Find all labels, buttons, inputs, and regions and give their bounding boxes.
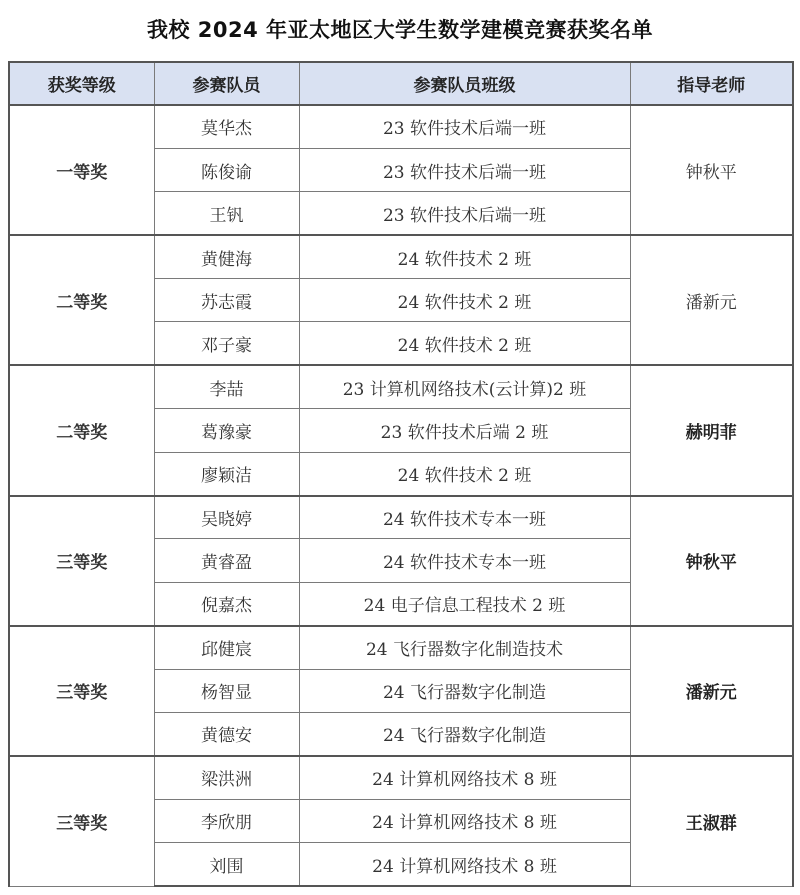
member-class-cell: 23 软件技术后端一班 <box>299 148 630 191</box>
award-level-cell: 三等奖 <box>9 756 154 886</box>
member-name-cell: 王钒 <box>154 192 299 235</box>
member-class-cell: 24 电子信息工程技术 2 班 <box>299 582 630 625</box>
award-level-cell: 二等奖 <box>9 365 154 495</box>
member-name-cell: 吴晓婷 <box>154 496 299 539</box>
teacher-cell: 潘新元 <box>630 235 793 365</box>
member-class-cell: 24 飞行器数字化制造 <box>299 712 630 755</box>
teacher-cell: 王淑群 <box>630 756 793 886</box>
header-class: 参赛队员班级 <box>299 62 630 105</box>
award-level-cell: 二等奖 <box>9 235 154 365</box>
header-level: 获奖等级 <box>9 62 154 105</box>
award-level-cell: 三等奖 <box>9 496 154 626</box>
header-row <box>9 62 793 105</box>
member-name-cell: 莫华杰 <box>154 105 299 148</box>
member-name-cell: 邱健宸 <box>154 626 299 669</box>
member-class-cell: 23 计算机网络技术(云计算)2 班 <box>299 365 630 408</box>
member-name-cell: 李喆 <box>154 365 299 408</box>
table-header <box>9 62 793 105</box>
table-row <box>9 105 793 148</box>
member-class-cell: 24 软件技术 2 班 <box>299 279 630 322</box>
teacher-cell: 钟秋平 <box>630 496 793 626</box>
award-level-cell: 一等奖 <box>9 105 154 235</box>
member-name-cell: 葛豫豪 <box>154 409 299 452</box>
member-name-cell: 梁洪洲 <box>154 756 299 799</box>
member-name-cell: 刘围 <box>154 843 299 886</box>
member-class-cell: 24 软件技术专本一班 <box>299 496 630 539</box>
award-level-cell: 三等奖 <box>9 626 154 756</box>
member-class-cell: 23 软件技术后端一班 <box>299 192 630 235</box>
table-body <box>9 105 793 886</box>
member-class-cell: 24 计算机网络技术 8 班 <box>299 799 630 842</box>
award-table <box>8 61 794 887</box>
member-class-cell: 23 软件技术后端 2 班 <box>299 409 630 452</box>
member-name-cell: 邓子豪 <box>154 322 299 365</box>
member-name-cell: 黄健海 <box>154 235 299 278</box>
page-title: 我校 2024 年亚太地区大学生数学建模竞赛获奖名单 <box>146 18 654 42</box>
member-class-cell: 24 软件技术 2 班 <box>299 322 630 365</box>
table-row <box>9 756 793 799</box>
member-name-cell: 廖颖洁 <box>154 452 299 495</box>
member-class-cell: 24 飞行器数字化制造 <box>299 669 630 712</box>
member-name-cell: 黄睿盈 <box>154 539 299 582</box>
member-class-cell: 24 软件技术专本一班 <box>299 539 630 582</box>
member-name-cell: 黄德安 <box>154 712 299 755</box>
teacher-cell: 赫明菲 <box>630 365 793 495</box>
member-name-cell: 倪嘉杰 <box>154 582 299 625</box>
teacher-cell: 钟秋平 <box>630 105 793 235</box>
member-name-cell: 苏志霞 <box>154 279 299 322</box>
table-row <box>9 626 793 669</box>
table-row <box>9 496 793 539</box>
member-name-cell: 李欣朋 <box>154 799 299 842</box>
member-class-cell: 24 计算机网络技术 8 班 <box>299 756 630 799</box>
header-teacher: 指导老师 <box>630 62 793 105</box>
member-class-cell: 24 计算机网络技术 8 班 <box>299 843 630 886</box>
member-class-cell: 23 软件技术后端一班 <box>299 105 630 148</box>
header-member: 参赛队员 <box>154 62 299 105</box>
table-row <box>9 365 793 408</box>
member-class-cell: 24 软件技术 2 班 <box>299 452 630 495</box>
member-class-cell: 24 软件技术 2 班 <box>299 235 630 278</box>
member-name-cell: 杨智显 <box>154 669 299 712</box>
teacher-cell: 潘新元 <box>630 626 793 756</box>
member-class-cell: 24 飞行器数字化制造技术 <box>299 626 630 669</box>
member-name-cell: 陈俊谕 <box>154 148 299 191</box>
table-row <box>9 235 793 278</box>
